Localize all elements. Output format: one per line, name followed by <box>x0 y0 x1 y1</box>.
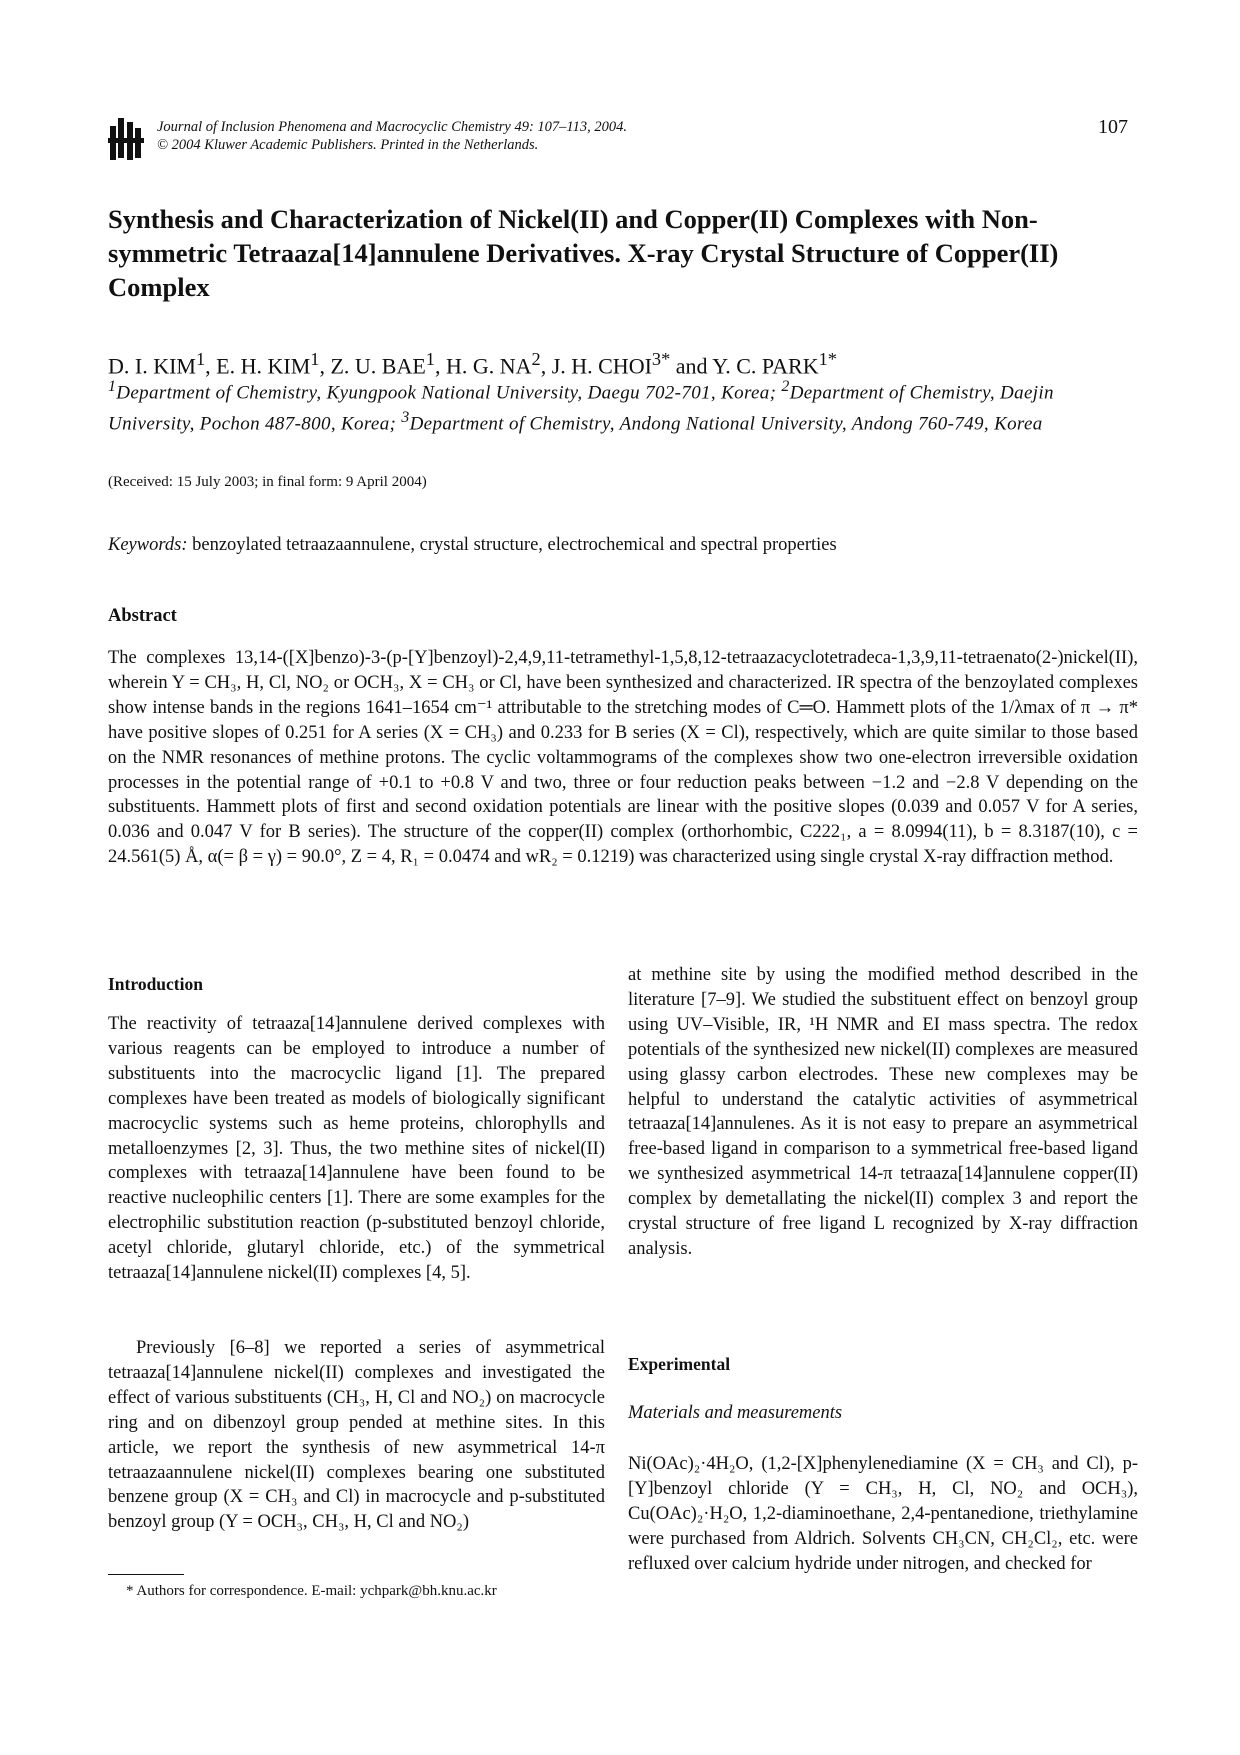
affiliation-text: Department of Chemistry, Kyungpook National University, Daegu 702-701, Korea; <box>116 382 782 404</box>
abstract-heading: Abstract <box>108 606 177 626</box>
materials-paragraph: Ni(OAc)₂·4H₂O, (1,2-[X]phenylenediamine (X = CH₃ and Cl), p-[Y]benzoyl chloride (Y = CH₃, H, Cl, NO₂ and OCH₃), Cu(OAc)₂·H₂O, 1,2-diaminoethane, 2,4-pentanedione, triethylamine were purchased from Aldrich. Solvents CH₃CN, CH₂Cl₂, etc. were refluxed over calcium hydride under nitrogen, and checked for <box>628 1454 1138 1574</box>
keywords-text: benzoylated tetraazaannulene, crystal structure, electrochemical and spectral properties <box>187 535 837 555</box>
author-name: D. I. KIM <box>108 353 196 379</box>
author-affiliation-mark: 2 <box>531 349 541 369</box>
affiliations <box>108 374 1138 437</box>
introduction-paragraph-3: at methine site by using the modified method described in the literature [7–9]. We studied the substituent effect on benzoyl group using UV–Visible, IR, ¹H NMR and EI mass spectra. The redox potentials of the synthesized new nickel(II) complexes are measured using glassy carbon electrodes. These new complexes may be helpful to understand the catalytic activities of asymmetrical tetraaza[14]annulenes. As it is not easy to prepare an asymmetrical free-based ligand in comparison to a symmetrical free-based ligand we synthesized asymmetrical 14-π tetraaza[14]annulene copper(II) complex by demetallating the nickel(II) complex 3 and report the crystal structure of free ligand L recognized by X-ray diffraction analysis. <box>628 965 1138 1259</box>
author-affiliation-mark: 1* <box>818 349 837 369</box>
keywords-label: Keywords: <box>108 535 188 555</box>
author-name: and Y. C. PARK <box>670 353 819 379</box>
correspondence-footnote: * Authors for correspondence. E-mail: ychpark@bh.knu.ac.kr <box>126 1583 497 1599</box>
author-name: , Z. U. BAE <box>319 353 426 379</box>
affiliation-mark: 2 <box>781 378 790 395</box>
affiliation-text: Department of Chemistry, Andong National University, Andong 760-749, Korea <box>409 413 1043 435</box>
introduction-heading: Introduction <box>108 974 203 994</box>
affiliation-mark: 3 <box>401 409 410 427</box>
author-affiliation-mark: 1 <box>425 349 435 369</box>
paper-title: Synthesis and Characterization of Nickel(II) and Copper(II) Complexes with Non-symmetric Tetraaza[14]annulene Derivatives. X-ray Crystal Structure of Copper(II) Complex <box>108 204 1059 302</box>
affiliation-text: Department of Chemistry, Daejin University, Pochon 487-800, Korea; <box>108 382 1054 435</box>
received-dates: (Received: 15 July 2003; in final form: 9 April 2004) <box>108 474 427 490</box>
author-name: , J. H. CHOI <box>540 353 652 379</box>
introduction-paragraph-2: Previously [6–8] we reported a series of asymmetrical tetraaza[14]annulene nickel(II) complexes and investigated the effect of various substituents (CH₃, H, Cl and NO₂) on macrocycle ring and on dibenzoyl group pended at methine sites. In this article, we report the synthesis of new asymmetrical 14-π tetraazaannulene nickel(II) complexes bearing one substituted benzene group (X = CH₃ and Cl) in macrocycle and p-substituted benzoyl group (Y = OCH₃, CH₃, H, Cl and NO₂) <box>108 1338 605 1533</box>
affiliation-mark: 1 <box>108 378 117 395</box>
journal-line-1: Journal of Inclusion Phenomena and Macrocyclic Chemistry 49: 107–113, 2004. <box>157 119 627 135</box>
introduction-paragraph-1: The reactivity of tetraaza[14]annulene derived complexes with various reagents can be employed to introduce a number of substituents into the macrocyclic ligand [1]. The prepared complexes have been treated as models of biologically significant macrocyclic systems such as heme proteins, chlorophylls and metalloenzymes [2, 3]. Thus, the two methine sites of nickel(II) complexes with tetraaza[14]annulene have been found to be reactive nucleophilic centers [1]. There are some examples for the electrophilic substitution reaction (p-substituted benzoyl chloride, acetyl chloride, glutaryl chloride, etc.) of the symmetrical tetraaza[14]annulene nickel(II) complexes [4, 5]. <box>108 1014 605 1284</box>
author-affiliation-mark: 1 <box>196 349 206 369</box>
journal-citation <box>157 118 857 154</box>
footnote-rule <box>108 1574 184 1575</box>
page-number: 107 <box>1098 116 1128 138</box>
keywords <box>108 535 837 556</box>
author-affiliation-mark: 1 <box>310 349 320 369</box>
author-name: , E. H. KIM <box>205 353 311 379</box>
author-affiliation-mark: 3* <box>651 349 671 369</box>
abstract-text: The complexes 13,14-([X]benzo)-3-(p-[Y]benzoyl)-2,4,9,11-tetramethyl-1,5,8,12-tetraazacyclotetradeca-1,3,9,11-tetraenato(2-)nickel(II), wherein Y = CH₃, H, Cl, NO₂ or OCH₃, X = CH₃ or Cl, have been synthesized and characterized. IR spectra of the benzoylated complexes show intense bands in the regions 1641–1654 cm⁻¹ attributable to the stretching modes of C═O. Hammett plots of the 1/λmax of π → π* have positive slopes of 0.251 for A series (X = CH₃) and 0.233 for B series (X = Cl), respectively, which are quite similar to those based on the NMR resonances of methine protons. The cyclic voltammograms of the complexes show two one-electron irreversible oxidation processes in the potential range of +0.1 to +0.8 V and two, three or four reduction peaks between −1.2 and −2.8 V depending on the substituents. Hammett plots of first and second oxidation potentials are linear with the positive slopes (0.039 and 0.057 V for A series, 0.036 and 0.047 V for B series). The structure of the copper(II) complex (orthorhombic, C222₁, a = 8.0994(11), b = 8.3187(10), c = 24.561(5) Å, α(= β = γ) = 90.0°, Z = 4, R₁ = 0.0474 and wR₂ = 0.1219) was characterized using single crystal X-ray diffraction method. <box>108 648 1138 868</box>
experimental-heading: Experimental <box>628 1354 731 1374</box>
publisher-logo-icon <box>108 116 144 162</box>
journal-line-2: © 2004 Kluwer Academic Publishers. Printed in the Netherlands. <box>157 137 539 153</box>
author-name: , H. G. NA <box>434 353 532 379</box>
materials-subheading: Materials and measurements <box>628 1403 843 1423</box>
